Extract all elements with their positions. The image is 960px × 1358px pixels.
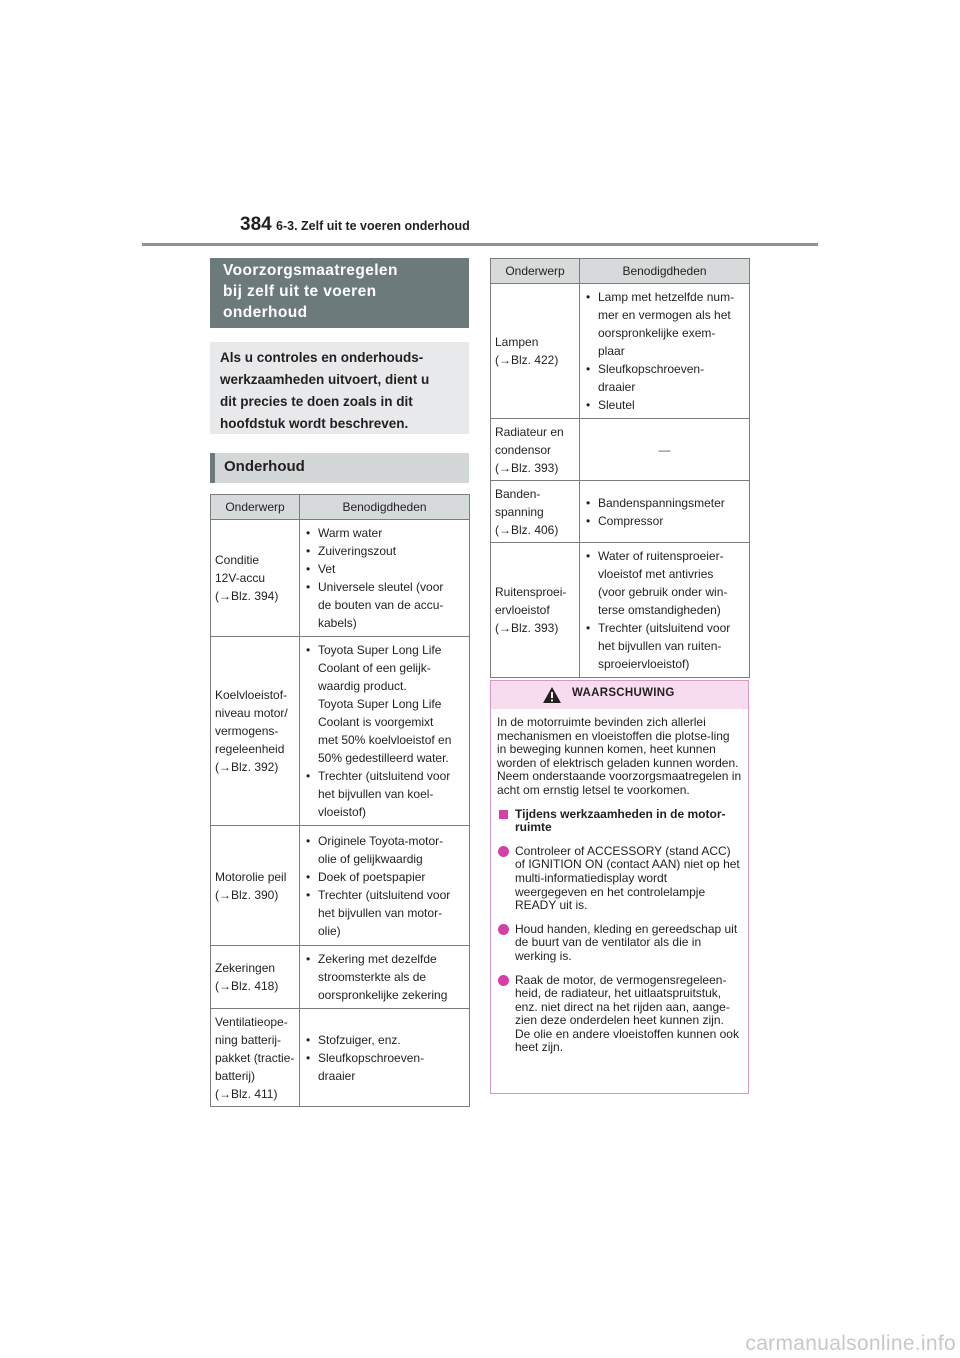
- requirement-item: • Compressor: [584, 512, 745, 530]
- requirement-item: • Bandenspanningsmeter: [584, 494, 745, 512]
- page-number: 384: [240, 214, 272, 235]
- intro-line: werkzaamheden uitvoert, dient u: [220, 372, 430, 387]
- table-row: [211, 946, 470, 1009]
- item-cell: [491, 543, 580, 678]
- requirements-cell: [580, 543, 750, 678]
- table-header-row: [491, 259, 750, 284]
- item-cell: [211, 946, 300, 1009]
- intro-box: [210, 342, 469, 434]
- requirements-cell: [580, 481, 750, 543]
- item-line: (→Blz. 392): [215, 760, 279, 774]
- intro-line: hoofdstuk wordt beschreven.: [220, 416, 409, 431]
- requirements-cell: [300, 637, 470, 826]
- round-bullet-icon: [498, 846, 509, 857]
- header-rule: [142, 243, 818, 246]
- item-line: (→Blz. 411): [215, 1086, 278, 1101]
- item-line: Zekeringen: [215, 961, 276, 975]
- warning-title: WAARSCHUWING: [572, 687, 675, 699]
- item-line: (→Blz. 418): [215, 979, 279, 993]
- col-header-item: Onderwerp: [491, 259, 580, 284]
- heading-line: Voorzorgsmaatregelen: [223, 262, 398, 279]
- intro-line: Als u controles en onderhouds-: [220, 350, 424, 365]
- table-row: [491, 419, 750, 481]
- requirements-cell: [580, 284, 750, 419]
- requirement-item: • Sleutel: [584, 396, 745, 414]
- item-line: pakket (tractie-: [215, 1050, 295, 1065]
- requirements-list: [304, 1031, 465, 1085]
- warning-header: [491, 681, 748, 709]
- warning-body: [491, 709, 748, 1055]
- item-line: (→Blz. 406): [495, 522, 559, 537]
- requirements-cell: [300, 826, 470, 946]
- heading-line: onderhoud: [223, 304, 308, 321]
- table-row: [211, 520, 470, 637]
- warning-subheading-text: Tijdens werkzaamheden in de motor-ruimte: [515, 806, 726, 835]
- item-line: (→Blz. 390): [215, 887, 279, 902]
- requirement-item: • Lamp met hetzelfde num- mer en vermogen als het oorspronkelijke exem- plaar: [584, 288, 745, 360]
- item-cell: [211, 826, 300, 946]
- item-cell: [211, 520, 300, 637]
- requirement-item: • Toyota Super Long Life Coolant of een gelijk- waardig product. Toyota Super Long Life Coolant is voorgemixt met 50% koelvloeistof en 50% gedestilleerd water.: [304, 641, 465, 767]
- requirement-item: • Universele sleutel (voor de bouten van de accu- kabels): [304, 578, 465, 632]
- item-line: Motorolie peil: [215, 869, 287, 884]
- item-cell: [211, 1009, 300, 1107]
- item-line: (→Blz. 393): [495, 460, 559, 475]
- warning-item-text: Houd handen, kleding en gereedschap uit de buurt van de ventilator als die in werking is.: [515, 921, 738, 963]
- item-cell: [491, 284, 580, 419]
- table-row: [211, 826, 470, 946]
- item-line: regeleenheid: [215, 742, 285, 756]
- requirement-item: • Trechter (uitsluitend voor het bijvullen van motor- olie): [304, 886, 465, 940]
- warning-intro: In de motorruimte bevinden zich allerlei mechanismen en vloeistoffen die plotse-ling in beweging kunnen komen, heet kunnen worden of elektrisch geladen kunnen worden. Neem onderstaande voorzorgsmaatregelen in acht om ernstig letsel te voorkomen.: [497, 715, 742, 797]
- item-line: ning batterij-: [215, 1032, 282, 1047]
- square-bullet-icon: [499, 810, 508, 819]
- requirements-list: [304, 524, 465, 632]
- item-line: Ventilatieope-: [215, 1014, 288, 1029]
- col-header-requirements: Benodigdheden: [300, 495, 470, 520]
- item-cell: [211, 637, 300, 826]
- requirements-list: [584, 547, 745, 673]
- item-line: Radiateur en: [495, 424, 564, 439]
- round-bullet-icon: [498, 924, 509, 935]
- item-line: Ruitensproei-: [495, 585, 567, 599]
- requirements-cell: —: [580, 419, 750, 481]
- item-line: (→Blz. 394): [215, 589, 279, 603]
- heading-line: bij zelf uit te voeren: [223, 283, 377, 300]
- warning-item: [497, 974, 742, 1056]
- requirements-cell: [300, 946, 470, 1009]
- section-title: 6-3. Zelf uit te voeren onderhoud: [276, 219, 470, 233]
- maintenance-table-right: [490, 258, 750, 678]
- warning-subheading: [497, 808, 742, 835]
- col-header-requirements: Benodigdheden: [580, 259, 750, 284]
- warning-box: [490, 680, 749, 1094]
- table-row: [211, 637, 470, 826]
- warning-triangle-icon: [542, 686, 562, 704]
- table-row: [491, 481, 750, 543]
- item-line: 12V-accu: [215, 571, 266, 585]
- item-line: Lampen: [495, 335, 539, 349]
- item-cell: [491, 481, 580, 543]
- requirement-item: • Zekering met dezelfde stroomsterkte als de oorspronkelijke zekering: [304, 950, 465, 1004]
- requirements-list: [304, 832, 465, 940]
- item-line: (→Blz. 393): [495, 621, 559, 635]
- item-line: ervloeistof: [495, 603, 550, 617]
- item-line: niveau motor/: [215, 706, 288, 720]
- table-row: [211, 1009, 470, 1107]
- item-line: (→Blz. 422): [495, 353, 559, 367]
- item-line: batterij): [215, 1068, 256, 1083]
- requirements-cell: [300, 1009, 470, 1107]
- requirement-item: • Water of ruitensproeier- vloeistof met antivries (voor gebruik onder win- terse omstandigheden): [584, 547, 745, 619]
- item-line: Conditie: [215, 553, 260, 567]
- requirement-item: • Sleufkopschroeven- draaier: [304, 1049, 465, 1085]
- requirement-item: • Warm water: [304, 524, 465, 542]
- item-line: vermogens-: [215, 724, 279, 738]
- item-cell: [491, 419, 580, 481]
- requirements-list: [584, 494, 745, 530]
- requirements-list: [304, 641, 465, 821]
- warning-item-text: Raak de motor, de vermogensregeleen-heid, de radiateur, het uitlaatspruitstuk, enz. niet direct na het rijden aan, aange-zien deze onderdelen heet kunnen zijn. De olie en andere vloeistoffen kunnen ook heet zijn.: [515, 972, 739, 1055]
- requirement-item: • Vet: [304, 560, 465, 578]
- col-header-item: Onderwerp: [211, 495, 300, 520]
- requirement-item: • Trechter (uitsluitend voor het bijvullen van koel- vloeistof): [304, 767, 465, 821]
- item-line: Banden-: [495, 486, 541, 501]
- intro-line: dit precies te doen zoals in dit: [220, 394, 413, 409]
- warning-item: [497, 923, 742, 964]
- section-heading: [210, 258, 469, 328]
- requirements-cell: [300, 520, 470, 637]
- requirement-item: • Originele Toyota-motor- olie of gelijkwaardig: [304, 832, 465, 868]
- requirements-list: [584, 288, 745, 414]
- maintenance-table-left: [210, 494, 470, 1107]
- table-row: [491, 543, 750, 678]
- requirement-item: • Doek of poetspapier: [304, 868, 465, 886]
- requirement-item: • Trechter (uitsluitend voor het bijvullen van ruiten- sproeiervloeistof): [584, 619, 745, 673]
- watermark: carmanualsonline.info: [745, 1332, 956, 1355]
- maintenance-heading: Onderhoud: [210, 453, 469, 483]
- round-bullet-icon: [498, 975, 509, 986]
- requirement-item: • Sleufkopschroeven- draaier: [584, 360, 745, 396]
- item-line: condensor: [495, 442, 552, 457]
- requirements-list: [304, 950, 465, 1004]
- item-line: spanning: [495, 504, 544, 519]
- requirement-item: • Stofzuiger, enz.: [304, 1031, 465, 1049]
- table-header-row: [211, 495, 470, 520]
- warning-item-text: Controleer of ACCESSORY (stand ACC) of IGNITION ON (contact AAN) niet op het multi-informatiedisplay wordt weergegeven en het controlelampje READY uit is.: [515, 843, 740, 913]
- requirement-item: • Zuiveringszout: [304, 542, 465, 560]
- table-row: [491, 284, 750, 419]
- warning-item: [497, 845, 742, 913]
- item-line: Koelvloeistof-: [215, 688, 288, 702]
